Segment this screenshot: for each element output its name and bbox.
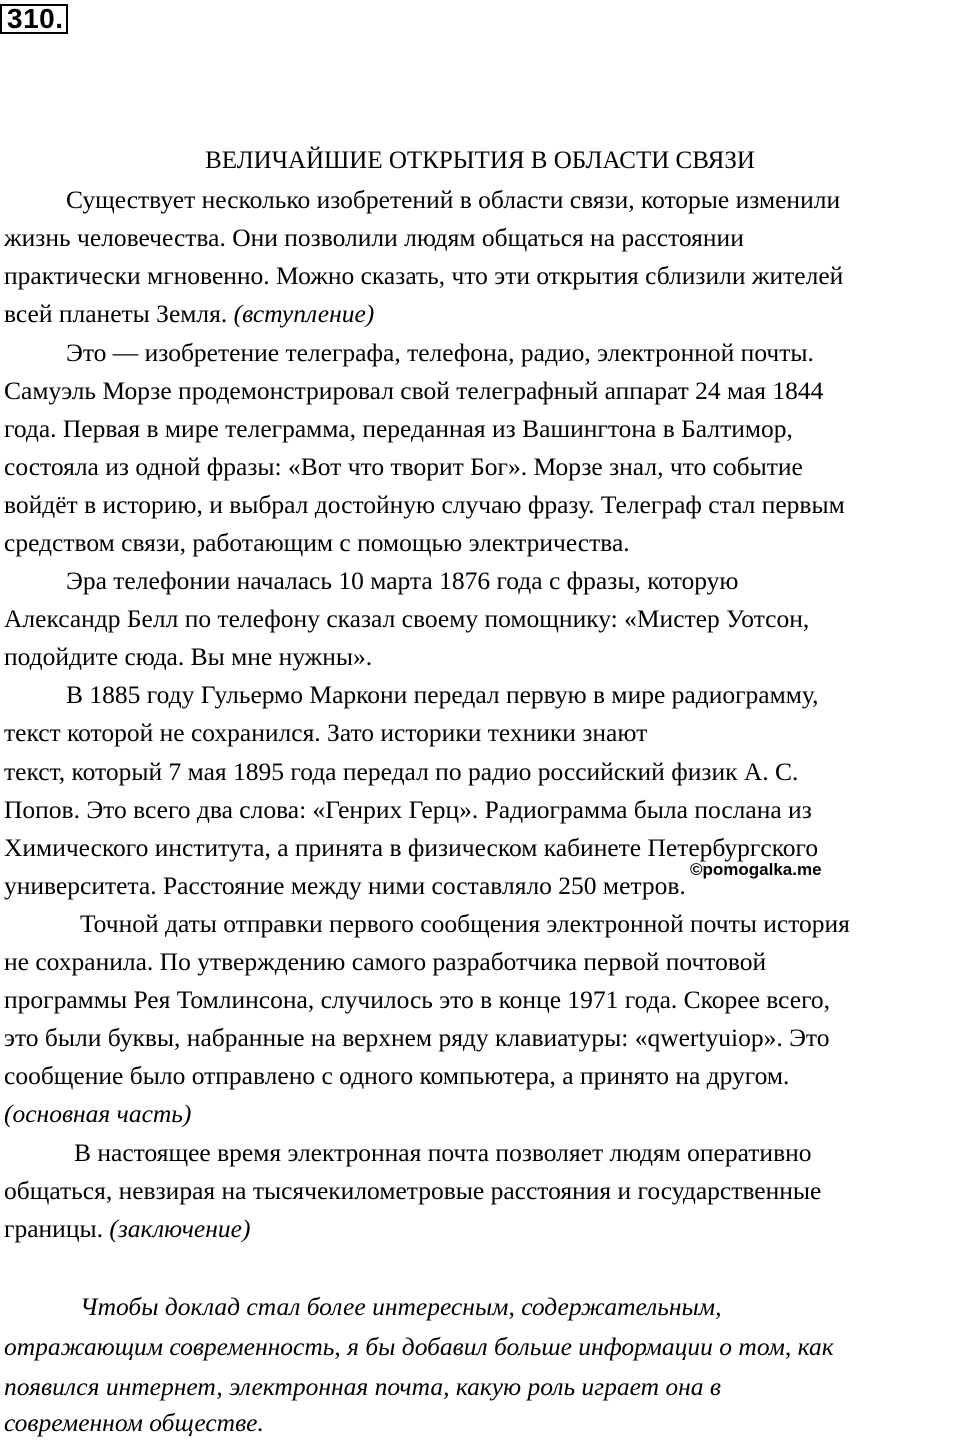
text-line [4, 1097, 191, 1131]
text-line: войдёт в историю, и выбрал достойную случаю фразу. Телеграф стал первым [4, 490, 845, 519]
text-line: общаться, невзирая на тысячекилометровые расстояния и государственные [4, 1176, 822, 1205]
text-line: года. Первая в мире телеграмма, переданная из Вашингтона в Балтимор, [4, 414, 793, 443]
text-line: средством связи, работающим с помощью электричества. [4, 528, 630, 557]
section-note: (заключение) [109, 1214, 251, 1243]
text-line: Химического института, а принята в физическом кабинете Петербургского [4, 833, 819, 862]
text-line: жизнь человечества. Они позволили людям общаться на расстоянии [4, 223, 744, 252]
text-line: подойдите сюда. Вы мне нужны». [4, 642, 373, 671]
section-note: (вступление) [233, 299, 375, 328]
text-line: границы. (заключение) [4, 1214, 251, 1243]
conclusion-line: появился интернет, электронная почта, какую роль играет она в [4, 1372, 722, 1401]
section-note: (основная часть) [4, 1099, 192, 1128]
text-line: практически мгновенно. Можно сказать, что эти открытия сблизили жителей [4, 261, 844, 290]
text-line: текст, который 7 мая 1895 года передал по радио российский физик А. С. [4, 757, 799, 786]
text-line: сообщение было отправлено с одного компьютера, а принято на другом. [4, 1061, 790, 1090]
conclusion-line: Чтобы доклад стал более интересным, содержательным, [80, 1292, 722, 1321]
text-line: университета. Расстояние между ними составляло 250 метров. [4, 871, 686, 900]
text-line: не сохранила. По утверждению самого разработчика первой почтовой [4, 947, 767, 976]
text-line: Попов. Это всего два слова: «Генрих Герц». Радиограмма была послана из [4, 795, 812, 824]
conclusion-line: отражающим современность, я бы добавил больше информации о том, как [4, 1332, 834, 1361]
text-line: Это — изобретение телеграфа, телефона, радио, электронной почты. [66, 338, 814, 367]
text-line: всей планеты Земля. (вступление) [4, 299, 375, 328]
text-line: Самуэль Морзе продемонстрировал свой телеграфный аппарат 24 мая 1844 [4, 376, 824, 405]
text-line: текст которой не сохранился. Зато историки техники знают [4, 718, 648, 747]
text-line: В настоящее время электронная почта позволяет людям оперативно [74, 1138, 812, 1167]
exercise-number: 310. [0, 4, 68, 34]
watermark: ©pomogalka.me [690, 860, 822, 879]
text-line: состояла из одной фразы: «Вот что творит Бог». Морзе знал, что событие [4, 452, 803, 481]
conclusion-line: современном обществе. [4, 1408, 264, 1437]
text-line: Точной даты отправки первого сообщения электронной почты история [80, 909, 850, 938]
text-line: Существует несколько изобретений в области связи, которые изменили [66, 185, 841, 214]
essay-title: ВЕЛИЧАЙШИЕ ОТКРЫТИЯ В ОБЛАСТИ СВЯЗИ [205, 147, 755, 174]
text-line: В 1885 году Гульермо Маркони передал первую в мире радиограмму, [66, 680, 819, 709]
text-line: Эра телефонии началась 10 марта 1876 года с фразы, которую [66, 566, 739, 595]
text-line: Александр Белл по телефону сказал своему помощнику: «Мистер Уотсон, [4, 604, 810, 633]
text-line: это были буквы, набранные на верхнем ряду клавиатуры: «qwertyuiop». Это [4, 1023, 830, 1052]
text-line: программы Рея Томлинсона, случилось это в конце 1971 года. Скорее всего, [4, 985, 831, 1014]
